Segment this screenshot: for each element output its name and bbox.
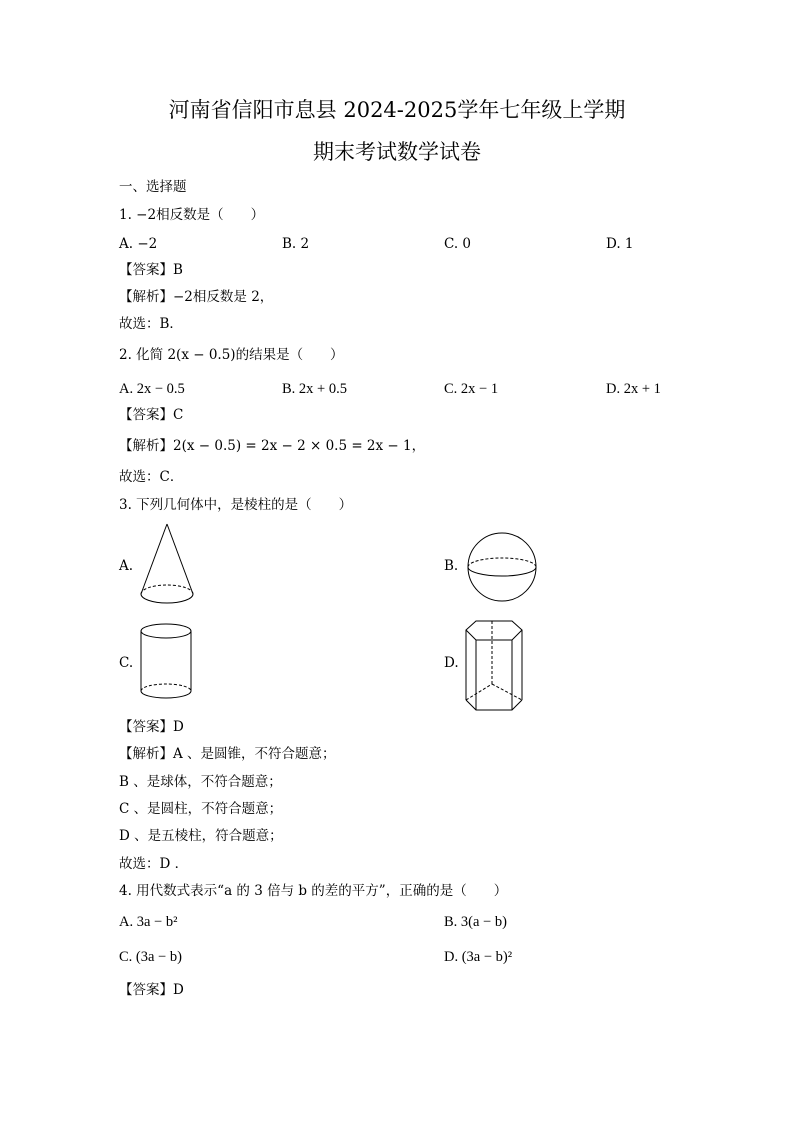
question-3-analysis-4: D 、是五棱柱，符合题意； — [119, 828, 283, 844]
question-2-answer: 【答案】C — [119, 407, 184, 423]
question-1-option-d: D. 1 — [606, 236, 634, 252]
question-2-option-a: A. 2x − 0.5 — [119, 381, 185, 397]
question-1-option-c: C. 0 — [444, 236, 472, 252]
question-4-option-c: C. (3a − b) — [119, 949, 182, 965]
question-3-stem: 3. 下列几何体中，是棱柱的是（ ） — [119, 497, 353, 513]
cylinder-figure — [138, 622, 194, 702]
question-1-analysis-1: 【解析】−2相反数是 2， — [119, 289, 274, 305]
pentagonal-prism-figure — [462, 618, 528, 714]
question-4-stem: 4. 用代数式表示“a 的 3 倍与 b 的差的平方”，正确的是（ ） — [119, 883, 508, 899]
cone-figure — [138, 522, 196, 606]
question-2-option-d: D. 2x + 1 — [606, 381, 661, 397]
section-heading: 一、选择题 — [119, 179, 187, 195]
question-4-option-b: B. 3(a − b) — [444, 914, 507, 930]
question-3-option-d-label: D. — [444, 655, 459, 671]
question-3-analysis-1: 【解析】A 、是圆锥，不符合题意； — [119, 746, 336, 762]
question-3-analysis-5: 故选：D ． — [119, 856, 189, 872]
question-2-option-b: B. 2x + 0.5 — [282, 381, 347, 397]
title-line-1: 河南省信阳市息县 2024-2025学年七年级上学期 — [168, 98, 626, 122]
question-3-analysis-3: C 、是圆柱，不符合题意； — [119, 801, 283, 817]
title-line-2: 期末考试数学试卷 — [313, 140, 481, 164]
question-3-answer: 【答案】D — [119, 719, 184, 735]
question-3-option-b-label: B. — [444, 558, 459, 574]
question-4-option-d: D. (3a − b)² — [444, 949, 513, 965]
question-1-stem: 1. −2相反数是（ ） — [119, 207, 265, 223]
question-3-option-c-label: C. — [119, 655, 134, 671]
question-3-analysis-2: B 、是球体，不符合题意； — [119, 774, 282, 790]
question-2-analysis-1: 【解析】2(x − 0.5) = 2x − 2 × 0.5 = 2x − 1， — [119, 438, 426, 454]
question-2-option-c: C. 2x − 1 — [444, 381, 499, 397]
question-1-option-b: B. 2 — [282, 236, 310, 252]
question-1-option-a: A. −2 — [119, 236, 158, 252]
question-4-answer: 【答案】D — [119, 982, 184, 998]
question-1-analysis-2: 故选：B． — [119, 316, 183, 332]
sphere-figure — [465, 532, 539, 602]
question-2-stem: 2. 化简 2(x − 0.5)的结果是（ ） — [119, 347, 344, 363]
question-2-analysis-2: 故选：C． — [119, 469, 184, 485]
question-4-option-a: A. 3a − b² — [119, 914, 178, 930]
question-1-answer: 【答案】B — [119, 262, 183, 278]
question-3-option-a-label: A. — [119, 558, 134, 574]
